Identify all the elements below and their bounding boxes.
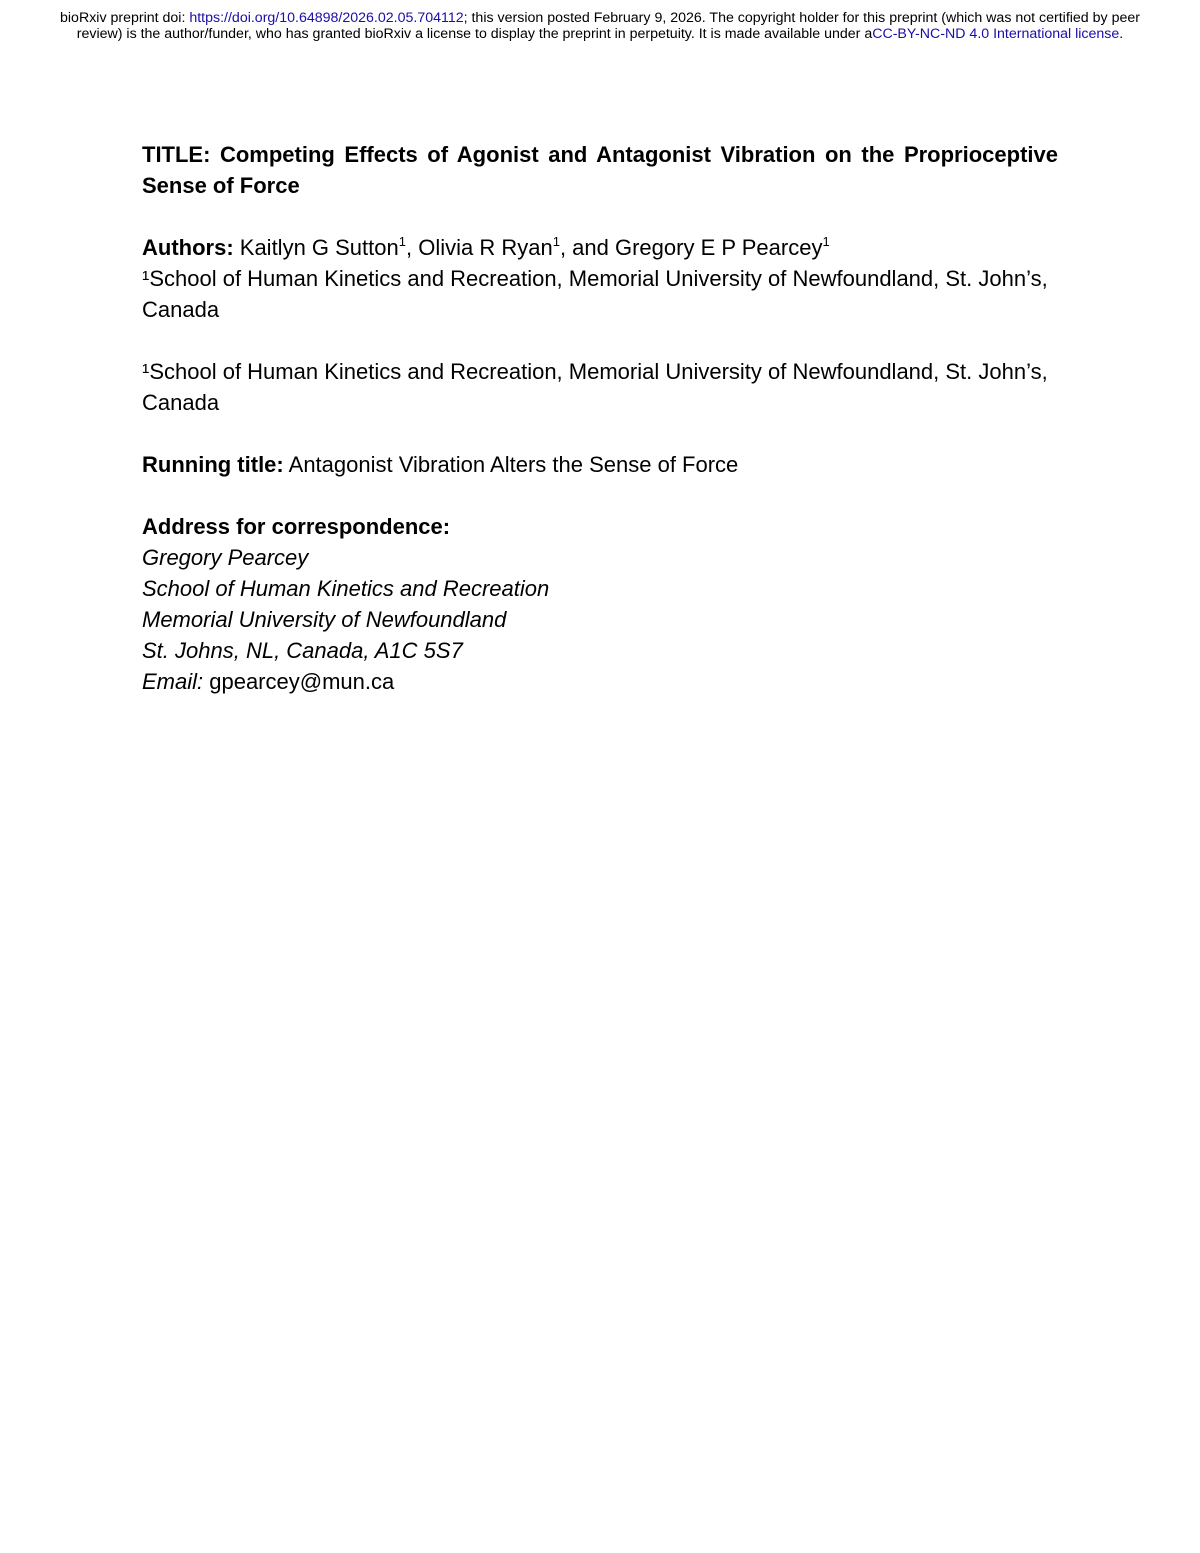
author-3-affiliation-mark: 1 — [822, 233, 830, 249]
author-1: Kaitlyn G Sutton — [233, 235, 399, 260]
authors-line — [142, 232, 1058, 263]
preprint-header — [60, 10, 1140, 42]
correspondence-email-line — [142, 666, 1058, 697]
paper-title: TITLE: Competing Effects of Agonist and Antagonist Vibration on the Proprioceptive Sense of Force — [142, 142, 1058, 198]
title-page — [142, 139, 1058, 697]
running-title-text: Antagonist Vibration Alters the Sense of Force — [283, 452, 739, 477]
correspondence-label: Address for correspondence: — [142, 514, 451, 539]
correspondence-university: Memorial University of Newfoundland — [142, 607, 507, 632]
running-title-line — [142, 449, 1058, 480]
author-2-affiliation-mark: 1 — [552, 233, 560, 249]
license-link[interactable]: CC-BY-NC-ND 4.0 International license — [872, 26, 1120, 42]
email-address[interactable]: gpearcey@mun.ca — [203, 669, 395, 694]
header-prefix: bioRxiv preprint doi: — [60, 10, 190, 26]
author-1-affiliation-mark: 1 — [398, 233, 406, 249]
author-3: , and Gregory E P Pearcey — [559, 235, 823, 260]
header-notice: ; this version posted February 9, 2026. The copyright holder for this preprint (which was not certified by peer review) is the author/funder, who has granted bioRxiv a license to display the preprint in perpetuity. It is made available under a — [76, 10, 1140, 42]
author-affiliation: ¹School of Human Kinetics and Recreation, Memorial University of Newfoundland, St. John’s, Canada — [142, 266, 1048, 322]
correspondence-address: St. Johns, NL, Canada, A1C 5S7 — [142, 638, 463, 663]
running-title-label: Running title: — [142, 452, 284, 477]
header-suffix: . — [1119, 26, 1124, 42]
author-2: , Olivia R Ryan — [405, 235, 553, 260]
correspondence-name: Gregory Pearcey — [142, 545, 309, 570]
affiliation-repeat: ¹School of Human Kinetics and Recreation, Memorial University of Newfoundland, St. John’s, Canada — [142, 359, 1048, 415]
authors-label: Authors: — [142, 235, 234, 260]
correspondence-department: School of Human Kinetics and Recreation — [142, 576, 550, 601]
doi-link[interactable]: https://doi.org/10.64898/2026.02.05.704112 — [189, 10, 464, 26]
email-label: Email: — [142, 669, 204, 694]
